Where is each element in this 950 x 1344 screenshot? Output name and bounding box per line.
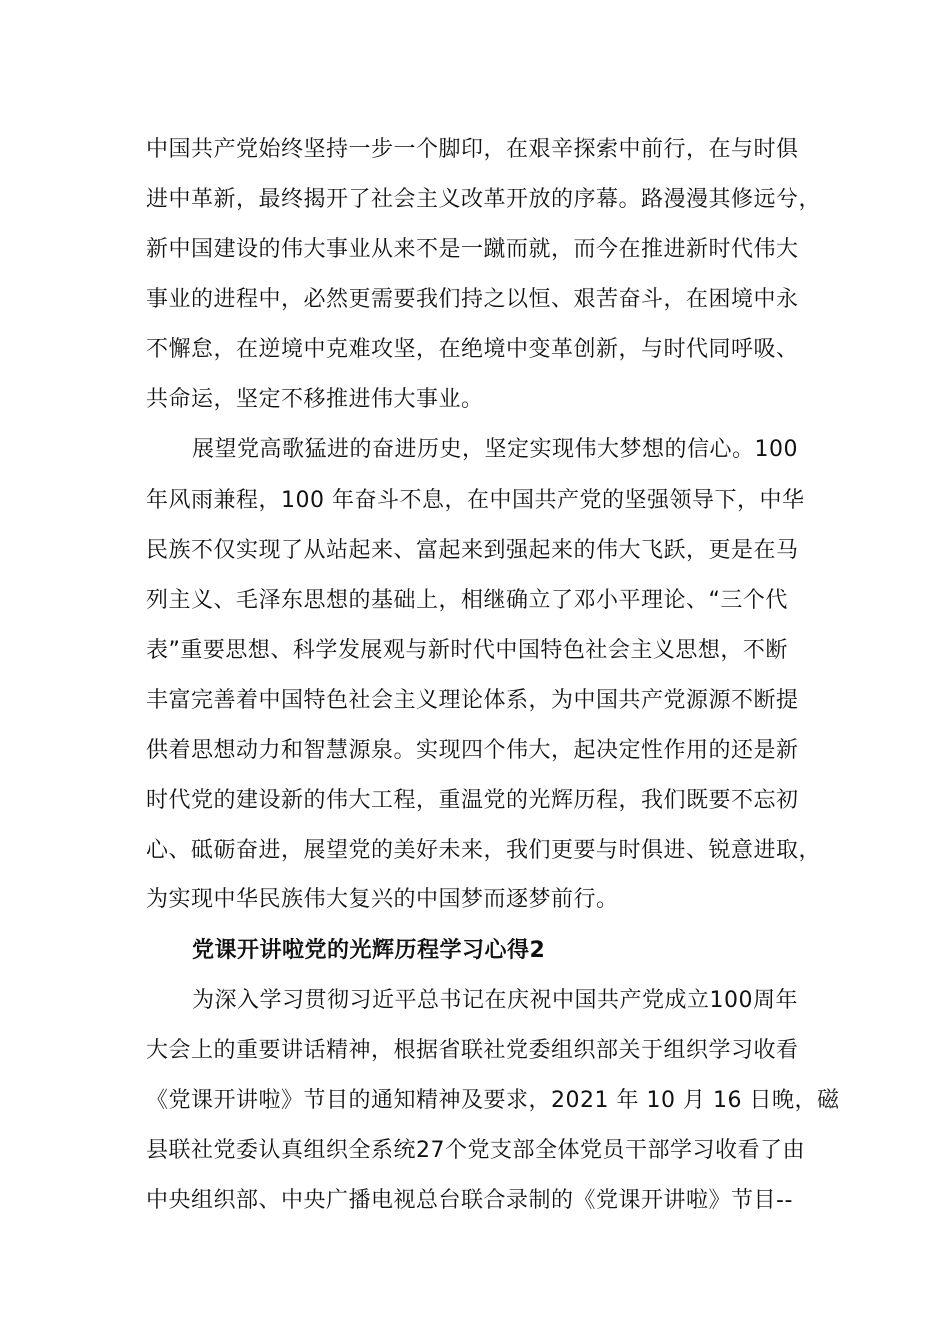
text-line: 心、砥砺奋进，展望党的美好未来，我们更要与时俱进、锐意进取， xyxy=(146,838,822,863)
text-line: 中国共产党始终坚持一步一个脚印，在艰辛探索中前行，在与时俱 xyxy=(146,137,799,162)
text-line: 事业的进程中，必然更需要我们持之以恒、艰苦奋斗，在困境中永 xyxy=(146,287,799,312)
text-line: 大会上的重要讲话精神，根据省联社党委组织部关于组织学习收看 xyxy=(146,1038,799,1063)
text-line: 表”重要思想、科学发展观与新时代中国特色社会主义思想，不断 xyxy=(146,638,788,663)
text-line: 中央组织部、中央广播电视总台联合录制的《党课开讲啦》节目-- xyxy=(146,1188,793,1213)
text-line: 不懈怠，在逆境中克难攻坚，在绝境中变革创新，与时代同呼吸、 xyxy=(146,337,799,362)
section-heading: 党课开讲啦党的光辉历程学习心得2 xyxy=(192,938,546,963)
text-line: 丰富完善着中国特色社会主义理论体系，为中国共产党源源不断提 xyxy=(146,688,799,713)
text-line: 供着思想动力和智慧源泉。实现四个伟大，起决定性作用的还是新 xyxy=(146,738,799,763)
text-line: 《党课开讲啦》节目的通知精神及要求，2021 年 10 月 16 日晚，磁 xyxy=(146,1088,840,1113)
text-line: 为实现中华民族伟大复兴的中国梦而逐梦前行。 xyxy=(146,887,619,912)
text-line: 共命运，坚定不移推进伟大事业。 xyxy=(146,387,484,412)
paragraph-first-line: 展望党高歌猛进的奋进历史，坚定实现伟大梦想的信心。100 xyxy=(192,437,798,462)
text-line: 年风雨兼程，100 年奋斗不息，在中国共产党的坚强领导下，中华 xyxy=(146,488,805,513)
text-line: 列主义、毛泽东思想的基础上，相继确立了邓小平理论、“三个代 xyxy=(146,588,788,613)
text-line: 民族不仅实现了从站起来、富起来到强起来的伟大飞跃，更是在马 xyxy=(146,538,799,563)
text-line: 新中国建设的伟大事业从来不是一蹴而就，而今在推进新时代伟大 xyxy=(146,237,799,262)
paragraph-first-line: 为深入学习贯彻习近平总书记在庆祝中国共产党成立100周年 xyxy=(192,988,798,1013)
text-line: 时代党的建设新的伟大工程，重温党的光辉历程，我们既要不忘初 xyxy=(146,788,799,813)
text-line: 县联社党委认真组织全系统27个党支部全体党员干部学习收看了由 xyxy=(146,1138,805,1163)
text-line: 进中革新，最终揭开了社会主义改革开放的序幕。路漫漫其修远兮， xyxy=(146,187,822,212)
